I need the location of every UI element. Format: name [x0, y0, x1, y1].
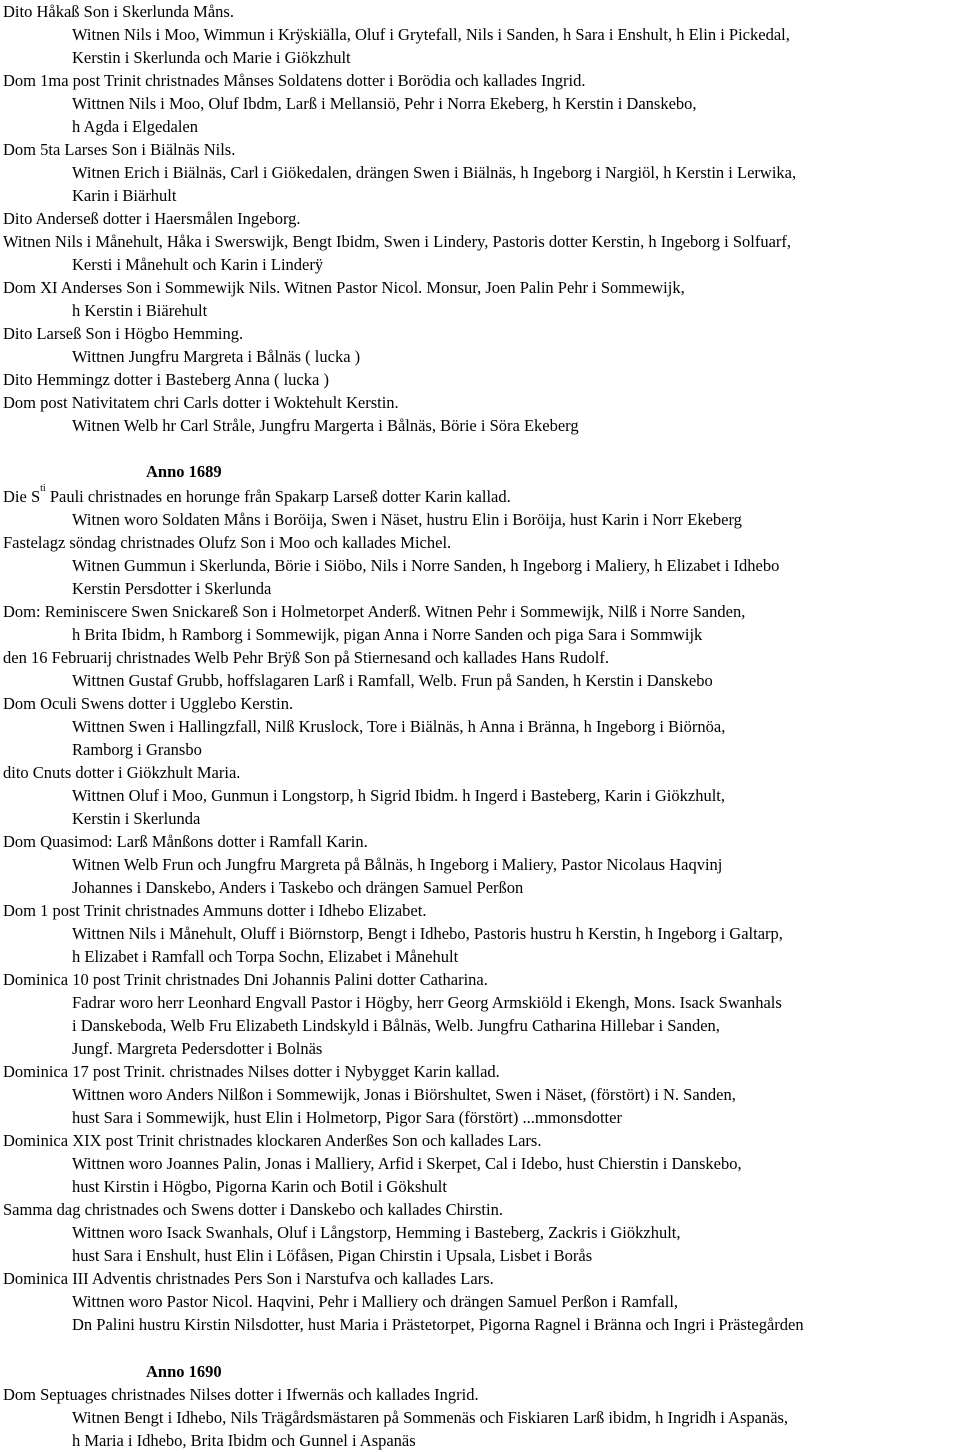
entry-line	[3, 832, 368, 852]
witness-line	[72, 1408, 788, 1428]
witness-line	[72, 94, 697, 114]
line-text: Witnen Nils i Moo, Wimmun i Krÿskiälla, Oluf i Grytefall, Nils i Sanden, h Sara i Enshult, h Elin i Pickedal,	[72, 25, 790, 44]
entry-line	[3, 324, 243, 344]
witness-line	[72, 947, 458, 967]
witness-line	[72, 717, 725, 737]
witness-line	[72, 1039, 322, 1059]
line-text: Johannes i Danskebo, Anders i Taskebo och drängen Samuel Perßon	[72, 878, 524, 897]
line-text: Ramborg i Gransbo	[72, 740, 202, 759]
line-text: Witnen Erich i Biälnäs, Carl i Giökedalen, drängen Swen i Biälnäs, h Ingeborg i Nargiöl, h Kerstin i Lerwika,	[72, 163, 797, 182]
line-text: h Agda i Elgedalen	[72, 117, 199, 136]
witness-line	[72, 25, 790, 45]
line-text: Wittnen woro Pastor Nicol. Haqvini, Pehr i Malliery och drängen Samuel Perßon i Ramfall,	[72, 1292, 679, 1311]
witness-line	[72, 1315, 804, 1335]
entry-line	[3, 901, 426, 921]
witness-line	[72, 924, 783, 944]
line-text: Dom Quasimod: Larß Månßons dotter i Ramfall Karin.	[3, 832, 368, 851]
witness-line	[72, 48, 351, 68]
line-text: h Brita Ibidm, h Ramborg i Sommewijk, pigan Anna i Norre Sanden och piga Sara i Sommwijk	[72, 625, 703, 644]
entry-line	[3, 970, 488, 990]
witness-line	[72, 510, 742, 530]
witness-line	[72, 117, 198, 137]
entry-line	[3, 602, 745, 622]
line-text: Dominica XIX post Trinit christnades klockaren Anderßes Son och kallades Lars.	[3, 1131, 542, 1150]
witness-line	[72, 1016, 720, 1036]
witness-line	[72, 579, 271, 599]
line-text: Kerstin Persdotter i Skerlunda	[72, 579, 272, 598]
witness-line	[72, 1292, 678, 1312]
line-text: Wittnen Nils i Månehult, Oluff i Biörnstorp, Bengt i Idhebo, Pastoris hustru h Kerstin, h Ingeborg i Galtarp,	[72, 924, 783, 943]
entry-line	[3, 533, 451, 553]
line-text: Dominica 10 post Trinit christnades Dni Johannis Palini dotter Catharina.	[3, 970, 488, 989]
line-text: Witnen Nils i Månehult, Håka i Swerswijk, Bengt Ibidm, Swen i Lindery, Pastoris dotter Kerstin, h Ingeborg i Solfuarf,	[3, 232, 792, 251]
line-text: Anno 1690	[146, 1362, 222, 1381]
line-text: Wittnen Jungfru Margreta i Bålnäs ( lucka )	[72, 347, 361, 366]
line-text: Fadrar woro herr Leonhard Engvall Pastor i Högby, herr Georg Armskiöld i Ekengh, Mons. Isack Swanhals	[72, 993, 782, 1012]
line-text: hust Kirstin i Högbo, Pigorna Karin och Botil i Gökshult	[72, 1177, 447, 1196]
entry-line	[3, 2, 234, 22]
witness-line	[72, 1431, 416, 1451]
line-text: Wittnen Swen i Hallingzfall, Nilß Kruslock, Tore i Biälnäs, h Anna i Bränna, h Ingeborg i Biörnöa,	[72, 717, 726, 736]
entry-line	[3, 140, 235, 160]
line-text: Karin i Biärhult	[72, 186, 177, 205]
line-text: Witnen Bengt i Idhebo, Nils Trägårdsmästaren på Sommenäs och Fiskiaren Larß ibidm, h Ingridh i Aspanäs,	[72, 1408, 789, 1427]
witness-line	[72, 809, 200, 829]
witness-line	[72, 625, 702, 645]
entry-line	[3, 278, 685, 298]
witness-line	[72, 1085, 736, 1105]
line-text: Die S	[3, 487, 41, 506]
line-text: den 16 Februarij christnades Welb Pehr Brÿß Son på Stiernesand och kallades Hans Rudolf.	[3, 648, 609, 667]
entry-line	[3, 370, 329, 390]
witness-line	[72, 255, 323, 275]
entry-line	[3, 1062, 500, 1082]
line-text: Kerstin i Skerlunda	[72, 809, 201, 828]
line-text: Wittnen Oluf i Moo, Gunmun i Longstorp, h Sigrid Ibidm. h Ingerd i Basteberg, Karin i Giökzhult,	[72, 786, 725, 805]
entry-line	[3, 232, 791, 252]
line-text: Wittnen Nils i Moo, Oluf Ibdm, Larß i Mellansiö, Pehr i Norra Ekeberg, h Kerstin i Danskebo,	[72, 94, 697, 113]
superscript-text: ti	[40, 483, 46, 494]
line-text: Wittnen woro Isack Swanhals, Oluf i Långstorp, Hemming i Basteberg, Zackris i Giökzhult,	[72, 1223, 681, 1242]
witness-line	[72, 556, 779, 576]
entry-line	[3, 393, 399, 413]
entry-line	[3, 209, 301, 229]
entry-line	[3, 763, 240, 783]
line-text: Dito Håkaß Son i Skerlunda Måns.	[3, 2, 234, 21]
witness-line	[72, 186, 176, 206]
line-text: Wittnen woro Anders Nilßon i Sommewijk, Jonas i Biörshultet, Swen i Näset, (förstört) i N. Sanden,	[72, 1085, 736, 1104]
line-text: Dn Palini hustru Kirstin Nilsdotter, hust Maria i Prästetorpet, Pigorna Ragnel i Bränna och Ingri i Prästegården	[72, 1315, 804, 1334]
line-text: Jungf. Margreta Pedersdotter i Bolnäs	[72, 1039, 323, 1058]
line-text: Wittnen Gustaf Grubb, hoffslagaren Larß i Ramfall, Welb. Frun på Sanden, h Kerstin i Danskebo	[72, 671, 713, 690]
entry-line	[3, 1131, 541, 1151]
entry-line	[3, 71, 585, 91]
entry-line	[3, 483, 511, 507]
line-text: Witnen Welb hr Carl Stråle, Jungfru Margerta i Bålnäs, Börie i Söra Ekeberg	[72, 416, 579, 435]
line-text: i Danskeboda, Welb Fru Elizabeth Lindskyld i Bålnäs, Welb. Jungfru Catharina Hillebar i Sanden,	[72, 1016, 720, 1035]
line-text: Witnen woro Soldaten Måns i Boröija, Swen i Näset, hustru Elin i Boröija, hust Karin i Norr Ekeberg	[72, 510, 742, 529]
entry-line	[3, 1269, 494, 1289]
witness-line	[72, 671, 713, 691]
entry-line	[3, 1200, 503, 1220]
line-text: Dom 1 post Trinit christnades Ammuns dotter i Idhebo Elizabet.	[3, 901, 427, 920]
line-text: Dom XI Anderses Son i Sommewijk Nils. Witnen Pastor Nicol. Monsur, Joen Palin Pehr i Sommewijk,	[3, 278, 685, 297]
line-text: Kersti i Månehult och Karin i Linderÿ	[72, 255, 324, 274]
line-text: Fastelagz söndag christnades Olufz Son i Moo och kallades Michel.	[3, 533, 452, 552]
witness-line	[72, 878, 523, 898]
line-text: hust Sara i Sommewijk, hust Elin i Holmetorp, Pigor Sara (förstört) ...mmonsdotter	[72, 1108, 622, 1127]
line-text: Dom 5ta Larses Son i Biälnäs Nils.	[3, 140, 236, 159]
witness-line	[72, 855, 722, 875]
witness-line	[72, 347, 360, 367]
line-text: h Maria i Idhebo, Brita Ibidm och Gunnel i Aspanäs	[72, 1431, 416, 1450]
line-text: dito Cnuts dotter i Giökzhult Maria.	[3, 763, 241, 782]
line-text: Anno 1689	[146, 462, 222, 481]
line-text-rest: Pauli christnades en horunge från Spakarp Larseß dotter Karin kallad.	[45, 487, 511, 506]
line-text: Dom: Reminiscere Swen Snickareß Son i Holmetorpet Anderß. Witnen Pehr i Sommewijk, Nilß i Norre Sanden,	[3, 602, 746, 621]
year-heading	[146, 462, 222, 482]
line-text: h Elizabet i Ramfall och Torpa Sochn, Elizabet i Månehult	[72, 947, 459, 966]
line-text: Dom Oculi Swens dotter i Ugglebo Kerstin.	[3, 694, 294, 713]
line-text: h Kerstin i Biärehult	[72, 301, 208, 320]
witness-line	[72, 786, 725, 806]
line-text: Witnen Gummun i Skerlunda, Börie i Siöbo, Nils i Norre Sanden, h Ingeborg i Maliery, h Elizabet i Idhebo	[72, 556, 780, 575]
entry-line	[3, 1385, 479, 1405]
witness-line	[72, 1108, 622, 1128]
witness-line	[72, 993, 782, 1013]
line-text: Dito Larseß Son i Högbo Hemming.	[3, 324, 244, 343]
witness-line	[72, 1246, 592, 1266]
witness-line	[72, 1177, 447, 1197]
line-text: Kerstin i Skerlunda och Marie i Giökzhult	[72, 48, 351, 67]
line-text: Dominica 17 post Trinit. christnades Nilses dotter i Nybygget Karin kallad.	[3, 1062, 500, 1081]
witness-line	[72, 1154, 742, 1174]
entry-line	[3, 694, 293, 714]
line-text: Dito Hemmingz dotter i Basteberg Anna ( lucka )	[3, 370, 329, 389]
line-text: Dom 1ma post Trinit christnades Månses Soldatens dotter i Borödia och kallades Ingrid.	[3, 71, 586, 90]
line-text: Wittnen woro Joannes Palin, Jonas i Malliery, Arfid i Skerpet, Cal i Idebo, hust Chierstin i Danskebo,	[72, 1154, 742, 1173]
witness-line	[72, 301, 207, 321]
line-text: Dominica III Adventis christnades Pers Son i Narstufva och kallades Lars.	[3, 1269, 494, 1288]
line-text: Dom post Nativitatem chri Carls dotter i Woktehult Kerstin.	[3, 393, 399, 412]
line-text: hust Sara i Enshult, hust Elin i Löfåsen, Pigan Chirstin i Upsala, Lisbet i Borås	[72, 1246, 593, 1265]
witness-line	[72, 740, 202, 760]
entry-line	[3, 648, 609, 668]
line-text: Dom Septuages christnades Nilses dotter i Ifwernäs och kallades Ingrid.	[3, 1385, 479, 1404]
line-text: Samma dag christnades och Swens dotter i Danskebo och kallades Chirstin.	[3, 1200, 503, 1219]
year-heading	[146, 1362, 222, 1382]
witness-line	[72, 416, 579, 436]
line-text: Dito Anderseß dotter i Haersmålen Ingeborg.	[3, 209, 301, 228]
witness-line	[72, 163, 796, 183]
line-text: Witnen Welb Frun och Jungfru Margreta på Bålnäs, h Ingeborg i Maliery, Pastor Nicolaus Haqvinj	[72, 855, 723, 874]
witness-line	[72, 1223, 681, 1243]
